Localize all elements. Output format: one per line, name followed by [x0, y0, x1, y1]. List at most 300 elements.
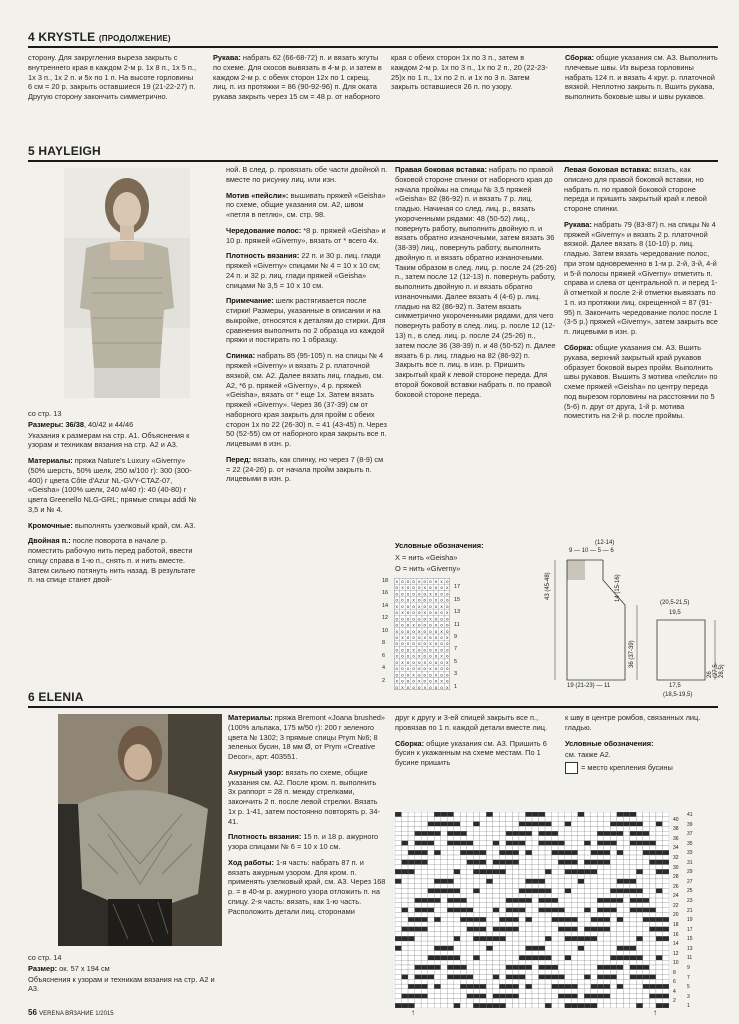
svg-text:o: o — [423, 604, 427, 610]
svg-text:o: o — [434, 611, 438, 617]
paragraph: выполнять узелковый край, см. А3. — [72, 520, 196, 530]
svg-text:o: o — [445, 642, 449, 648]
svg-text:o: o — [417, 586, 421, 592]
row-number: 31 — [687, 859, 693, 866]
svg-text:x: x — [445, 660, 449, 666]
paragraph: набрать 62 (66-68-72) п. и вязать жгуты по схеме. Для скосов вывязать в 4-м р. и затем в каждом 2-м р. с обеих сторон 12х по 1 скрещ. лиц. п. из протяжки = 86 (90-92-96) п. Для оката рукава закрыть через 15 см = 48 р. от наборного — [213, 53, 382, 102]
label: Рукава: — [564, 219, 592, 229]
dim-label: 19,5 — [669, 610, 681, 616]
svg-text:o: o — [423, 673, 427, 679]
svg-text:o: o — [417, 685, 421, 690]
svg-text:o: o — [417, 635, 421, 641]
svg-text:x: x — [434, 648, 438, 654]
caption-page: со стр. 14 — [28, 953, 62, 962]
svg-text:o: o — [440, 592, 443, 598]
svg-text:o: o — [417, 667, 421, 673]
svg-text:x: x — [406, 667, 410, 673]
row-number: 8 — [673, 969, 676, 976]
svg-text:o: o — [440, 598, 443, 604]
svg-text:o: o — [429, 579, 432, 585]
svg-text:o: o — [440, 648, 443, 654]
legend-o: О = нить «Giverny» — [395, 563, 461, 573]
svg-text:o: o — [417, 598, 421, 604]
paragraph: 22 п. и 30 р. лиц. глади пряжей «Giverny» спицами № 4 = 10 х 10 см; 24 п. и 32 р. лиц. глади пряжей «Geisha» спицами № 3,5 = 10 х 10 см. — [226, 251, 381, 290]
row-number: 5 — [687, 984, 690, 991]
svg-text:o: o — [434, 667, 438, 673]
krystle-col1 — [28, 53, 198, 108]
svg-text:x: x — [429, 667, 432, 673]
label: Примечание: — [226, 296, 274, 306]
svg-text:o: o — [423, 623, 427, 629]
svg-text:o: o — [406, 660, 410, 666]
row-number: 12 — [673, 950, 679, 957]
svg-text:o: o — [401, 679, 404, 685]
svg-text:o: o — [445, 654, 449, 660]
row-number: 16 — [673, 931, 679, 938]
legend-title: Условные обозначения: — [565, 738, 654, 748]
label: Мотив «пейсли»: — [226, 190, 289, 200]
svg-text:o: o — [429, 685, 432, 690]
svg-text:x: x — [412, 623, 415, 629]
section-title-hayleigh — [28, 144, 101, 158]
paragraph: Объяснения к узорам и техникам вязания на стр. А2 и А3. — [28, 974, 215, 994]
svg-text:o: o — [395, 642, 399, 648]
paragraph: общие указания см. А3. Выполнить плечевые швы. Из выреза горловины набрать 124 п. и вязать 4 круг. р. платочной вязкой. Неплотно закрыть п. Вшить рукава, выполнить боковые швы и швы рукавов. — [565, 53, 718, 102]
svg-text:o: o — [406, 648, 410, 654]
krystle-col4 — [565, 53, 718, 108]
svg-text:x: x — [423, 586, 427, 592]
divider — [28, 706, 718, 708]
svg-text:o: o — [440, 685, 443, 690]
row-number: 2 — [673, 998, 676, 1005]
row-number: 39 — [687, 821, 693, 828]
svg-text:x: x — [445, 611, 449, 617]
label: Материалы: — [28, 456, 73, 466]
svg-text:x: x — [440, 654, 443, 660]
row-number: 4 — [673, 988, 676, 995]
svg-text:o: o — [395, 667, 399, 673]
divider — [28, 160, 718, 162]
svg-text:o: o — [412, 611, 415, 617]
legend-sub: см. также А2. — [565, 750, 611, 760]
svg-text:o: o — [429, 629, 432, 635]
elenia-col3 — [395, 713, 555, 774]
svg-text:o: o — [445, 604, 449, 610]
svg-text:o: o — [401, 648, 404, 654]
svg-text:x: x — [434, 598, 438, 604]
label: Размер: — [28, 963, 58, 973]
svg-text:o: o — [406, 586, 410, 592]
svg-text:o: o — [434, 592, 438, 598]
footer — [28, 1008, 114, 1017]
model-photo — [64, 168, 190, 398]
svg-text:o: o — [429, 660, 432, 666]
svg-text:o: o — [406, 579, 410, 585]
svg-text:o: o — [440, 617, 443, 623]
svg-text:o: o — [434, 679, 438, 685]
section-title-elenia — [28, 690, 84, 704]
svg-text:x: x — [440, 679, 443, 685]
svg-text:x: x — [406, 642, 410, 648]
dim-label: 36 (37-39) — [629, 640, 635, 668]
svg-text:o: o — [423, 592, 427, 598]
svg-text:x: x — [429, 642, 432, 648]
svg-text:o: o — [429, 611, 432, 617]
svg-text:x: x — [406, 592, 410, 598]
svg-text:x: x — [417, 679, 421, 685]
paragraph: общие указания см. А3. Пришить 6 бусин к укажанным на схеме местам. По 1 бусине пришить — [395, 738, 547, 768]
paisley-chart — [382, 578, 470, 694]
row-number: 21 — [687, 907, 693, 914]
svg-text:o: o — [429, 648, 432, 654]
dim-label: 17,5 — [669, 683, 681, 689]
row-number: 8 — [382, 640, 386, 647]
svg-text:o: o — [406, 685, 410, 690]
row-number: 33 — [687, 850, 693, 857]
row-number: 20 — [673, 912, 679, 919]
svg-text:x: x — [417, 604, 421, 610]
row-number: 6 — [673, 979, 676, 986]
label: Сборка: — [565, 53, 595, 62]
svg-text:o: o — [406, 673, 410, 679]
svg-text:o: o — [395, 685, 399, 690]
svg-text:x: x — [440, 579, 443, 585]
svg-text:o: o — [406, 654, 410, 660]
svg-text:o: o — [395, 592, 399, 598]
svg-text:x: x — [417, 629, 421, 635]
svg-text:o: o — [412, 604, 415, 610]
row-number: 14 — [382, 602, 389, 609]
pattern-schematic — [545, 540, 725, 705]
paragraph: общие указания см. А3. Вшить рукава, верхний закрытый край рукавов образует боковой вырез пройм. Выполнить швы рукавов. Вышить 3 мотива «пейсли» по схеме пряжей «Geisha» по центру переда под вырезом горловины на расстоянии по 5 (5-6) п. друг от друга, 1-й р. мотива поместить на 2-й р. после проймы. — [564, 343, 718, 421]
svg-text:o: o — [406, 679, 410, 685]
row-number: 5 — [454, 658, 458, 665]
svg-text:o: o — [395, 648, 399, 654]
svg-text:o: o — [412, 660, 415, 666]
svg-text:x: x — [423, 660, 427, 666]
svg-text:o: o — [412, 667, 415, 673]
paragraph: края с обеих сторон 1х по 3 п., затем в каждом 2-м р. 1х по 3 п., 1х по 2 п., 20 (22-23-25)х по 1 п., 1х по 2 п. и 1х по 3 п. Затем закрыть оставшиеся 26 п. по узору. — [391, 53, 548, 92]
lace-chart — [395, 812, 725, 1017]
svg-text:o: o — [412, 679, 415, 685]
row-number: 6 — [382, 652, 386, 659]
dim-label: 43 (45-48) — [545, 572, 551, 600]
svg-text:o: o — [434, 586, 438, 592]
label: Спинка: — [226, 351, 256, 361]
svg-text:o: o — [429, 604, 432, 610]
paragraph: пряжа Nature's Luxury «Giverny» (50% шерсть, 50% шелк, 250 м/100 г): 300 (300-400) г цвета Côte d'Azur NL-GVY-CTAZ-07, «Geisha» (100% шелк, 240 м/40 г): 40 (40-80) г цвета Greenello NLG-GRL; прямые спицы addi № 3,5 и № 4. — [28, 456, 197, 514]
svg-text:o: o — [445, 617, 449, 623]
svg-text:o: o — [406, 598, 410, 604]
row-number: 32 — [673, 855, 679, 862]
dim-label: (20,5-21,5) — [660, 600, 690, 606]
row-number: 7 — [687, 974, 690, 981]
svg-text:o: o — [429, 654, 432, 660]
svg-text:o: o — [401, 673, 404, 679]
svg-text:x: x — [401, 635, 404, 641]
svg-text:o: o — [412, 685, 415, 690]
svg-text:o: o — [434, 579, 438, 585]
svg-text:o: o — [417, 611, 421, 617]
label: Плотность вязания: — [226, 251, 300, 261]
row-number: 40 — [673, 816, 679, 823]
svg-text:o: o — [445, 629, 449, 635]
row-number: 3 — [687, 993, 690, 1000]
text: ок. 57 х 194 см — [57, 963, 110, 973]
page-number: 56 — [28, 1008, 37, 1017]
svg-text:o: o — [406, 623, 410, 629]
paragraph: набрать 79 (83-87) п. на спицы № 4 пряжей «Giverny» и вязать 2 р. платочной вязкой. Далее вязать 8 (10-10) р. лиц. гладью. Затем вязать чередование полос, при этом одновременно в 1-м р. 2-й, 3-й, 4-й и 5-й полосы пряжей «Giverny» отметить п. справа и слева от центральной п. и перед 1-й отметкой и после 2-й отметки вывязать по 1 п. из протяжки лиц. скрещенной = 87 (91-95) п. Закончить чередование полос после 1 (3-5 р.) пряжей «Giverny», затем закрыть все п. лицевыми в изн. р. — [564, 219, 718, 337]
row-number: 24 — [673, 893, 679, 900]
hayleigh-col2 — [226, 165, 388, 490]
svg-text:o: o — [395, 623, 399, 629]
dim-label: 14 (15-16) — [615, 574, 621, 602]
hayleigh-col1 — [28, 409, 203, 591]
row-number: 11 — [454, 621, 460, 628]
svg-text:x: x — [395, 679, 399, 685]
krystle-col2 — [213, 53, 383, 108]
svg-text:o: o — [406, 635, 410, 641]
row-number: 35 — [687, 840, 693, 847]
row-number: 1 — [687, 1003, 690, 1010]
paragraph: 1-я часть: набрать 87 п. и вязать ажурным узором. Для кром. п. применять узелковый край, см. А3. Через 168 р. = в 40-м р. ажурного узора отложить п. на спицу. 2-я часть: вязать, как 1-ю часть. Расположить детали лиц. сторонами — [228, 857, 386, 916]
svg-text:o: o — [423, 629, 427, 635]
row-number: 12 — [382, 615, 389, 622]
svg-text:o: o — [401, 592, 404, 598]
row-number: 29 — [687, 869, 693, 876]
svg-text:o: o — [395, 660, 399, 666]
svg-text:o: o — [417, 648, 421, 654]
row-number: 4 — [382, 665, 386, 672]
section-title-krystle — [28, 30, 171, 44]
svg-text:o: o — [440, 623, 443, 629]
row-number: 34 — [673, 845, 679, 852]
svg-text:o: o — [434, 617, 438, 623]
row-number: 15 — [687, 936, 693, 943]
svg-text:o: o — [395, 673, 399, 679]
paragraph: 15 п. и 18 р. ажурного узора спицами № 6 = 10 х 10 см. — [228, 832, 379, 852]
text: , 40/42 и 44/46 — [83, 419, 134, 429]
paisley-grid — [394, 578, 450, 690]
svg-text:o: o — [395, 635, 399, 641]
elenia-col2 — [228, 713, 386, 923]
row-number: 1 — [454, 683, 458, 690]
svg-text:o: o — [401, 654, 404, 660]
row-number: 18 — [382, 578, 389, 584]
svg-text:x: x — [423, 611, 427, 617]
label: Чередование полос: — [226, 225, 302, 235]
row-number: 17 — [687, 926, 693, 933]
title-text: 6 ELENIA — [28, 690, 84, 704]
row-number: 15 — [454, 596, 461, 603]
caption-page: со стр. 13 — [28, 409, 62, 418]
svg-text:o: o — [401, 667, 404, 673]
row-number: 22 — [673, 902, 679, 909]
svg-text:x: x — [401, 611, 404, 617]
paragraph: вышивать пряжей «Geisha» по схеме, общие указания см. А2, швом «петля в петлю», см. стр. 98. — [226, 190, 386, 220]
row-number: 26 — [673, 883, 679, 890]
divider — [28, 46, 718, 48]
dim-label: 19 (21-23) — 11 — [567, 683, 611, 689]
svg-text:o: o — [434, 685, 438, 690]
svg-text:o: o — [423, 667, 427, 673]
svg-text:o: o — [406, 604, 410, 610]
svg-text:o: o — [412, 654, 415, 660]
svg-text:o: o — [440, 660, 443, 666]
paragraph: набрать 85 (95-105) п. на спицы № 4 пряжей «Giverny» и вязать 2 р. платочной вязкой, см. А2. Далее вязать лиц. гладью, см. А2, *6 р. пряжей «Giverny», 4 р. пряжей «Geisha», вязать от * еще 1х. Затем вязать пряжей «Giverny». Через 36 (37-39) см от наборного края закрыть для пройм с обеих сторон 1х по 22 (26-30) п. = 41 (43-45) п. Через 50 (52-55) см от наборного края закрыть все п. лицевыми в изн. р. — [226, 351, 387, 449]
svg-text:o: o — [429, 623, 432, 629]
row-number: 9 — [454, 634, 458, 640]
label: Сборка: — [395, 738, 425, 748]
svg-text:o: o — [423, 579, 427, 585]
paragraph: *8 р. пряжей «Geisha» и 10 р. пряжей «Giverny», вязать от * всего 4х. — [226, 225, 386, 245]
arrow-up-icon: ↑ — [411, 1008, 415, 1017]
paragraph: вязать по схеме, общие указания см. А2. После кром. п. выполнить 3х раппорт = 28 п. между стрелками, закончить 2 п. после левой стрелки. Вязать 1х р. 1-41, затем постоянно повторять р. 34-41. — [228, 767, 380, 826]
row-number: 13 — [687, 945, 693, 952]
svg-text:o: o — [423, 654, 427, 660]
paragraph: Указания к размерам на стр. А1. Объяснения к узорам и техникам вязания на стр. А2 и А3. — [28, 430, 190, 450]
svg-text:x: x — [395, 604, 399, 610]
paragraph: пряжа Bremont «Joana brushed» (100% альпака, 175 м/50 г): 200 г зеленого цвета № 1302; 3 прямые спицы Prym №6; 8 зеленых бусин, 18 мм Ø, от Prym «Creative Decor», арт. 403551. — [228, 713, 386, 762]
svg-text:o: o — [417, 660, 421, 666]
elenia-col1 — [28, 953, 218, 1000]
svg-text:x: x — [417, 579, 421, 585]
svg-text:o: o — [406, 611, 410, 617]
row-number: 11 — [687, 955, 693, 962]
svg-text:o: o — [395, 611, 399, 617]
svg-text:x: x — [401, 586, 404, 592]
svg-text:o: o — [401, 623, 404, 629]
hayleigh-col4 — [564, 165, 720, 427]
svg-text:x: x — [395, 654, 399, 660]
svg-text:o: o — [401, 629, 404, 635]
row-number: 23 — [687, 898, 693, 905]
svg-text:o: o — [401, 579, 404, 585]
svg-text:o: o — [401, 598, 404, 604]
hayleigh-col3 — [395, 165, 557, 405]
svg-text:x: x — [412, 648, 415, 654]
svg-text:o: o — [417, 592, 421, 598]
svg-text:o: o — [445, 623, 449, 629]
title-text: 4 KRYSTLE — [28, 30, 96, 44]
row-number: 38 — [673, 826, 679, 833]
svg-text:o: o — [445, 592, 449, 598]
svg-text:o: o — [429, 673, 432, 679]
svg-text:o: o — [429, 635, 432, 641]
row-number: 18 — [673, 921, 679, 928]
svg-text:o: o — [401, 642, 404, 648]
row-number: 10 — [382, 627, 389, 634]
svg-text:o: o — [412, 642, 415, 648]
paragraph: к шву в центре ромбов, связанных лиц. гладью. — [565, 713, 701, 732]
row-number: 25 — [687, 888, 693, 895]
svg-text:o: o — [417, 673, 421, 679]
row-number: 17 — [454, 584, 461, 591]
legend-title: Условные обозначения: — [395, 541, 484, 550]
label: Материалы: — [228, 713, 273, 722]
svg-text:o: o — [445, 598, 449, 604]
svg-text:o: o — [445, 673, 449, 679]
svg-text:x: x — [395, 629, 399, 635]
dim-label: 26 (27,5-28,5) — [707, 662, 725, 678]
svg-text:o: o — [445, 679, 449, 685]
svg-text:o: o — [445, 648, 449, 654]
svg-text:o: o — [440, 642, 443, 648]
label: Правая боковая вставка: — [395, 165, 487, 174]
dim-label: (12-14) — [595, 540, 615, 546]
svg-text:x: x — [423, 635, 427, 641]
svg-text:x: x — [417, 654, 421, 660]
svg-text:x: x — [445, 685, 449, 690]
svg-text:x: x — [395, 579, 399, 585]
label: Двойная п.: — [28, 536, 71, 546]
svg-text:o: o — [395, 598, 399, 604]
svg-text:x: x — [445, 586, 449, 592]
svg-text:o: o — [423, 617, 427, 623]
svg-text:o: o — [423, 648, 427, 654]
magazine-name: VERENA ВЯЗАНИЕ 1/2015 — [39, 1011, 114, 1017]
svg-text:x: x — [423, 685, 427, 690]
dim-label: (18,5-19,5) — [663, 692, 693, 698]
svg-text:o: o — [440, 611, 443, 617]
svg-text:o: o — [401, 617, 404, 623]
svg-text:o: o — [434, 629, 438, 635]
label: Рукава: — [213, 53, 241, 62]
svg-text:x: x — [434, 623, 438, 629]
svg-text:o: o — [434, 635, 438, 641]
svg-text:o: o — [434, 654, 438, 660]
svg-text:x: x — [429, 617, 432, 623]
subtitle-text: (ПРОДОЛЖЕНИЕ) — [98, 34, 171, 43]
svg-text:o: o — [423, 679, 427, 685]
svg-text:o: o — [440, 667, 443, 673]
svg-text:o: o — [445, 579, 449, 585]
legend-x: Х = нить «Geisha» — [395, 552, 458, 562]
svg-text:x: x — [440, 604, 443, 610]
svg-text:x: x — [434, 673, 438, 679]
svg-text:o: o — [412, 592, 415, 598]
row-number: 27 — [687, 878, 693, 885]
lace-grid — [395, 812, 669, 1008]
row-number: 2 — [382, 677, 386, 684]
svg-text:o: o — [401, 604, 404, 610]
svg-text:x: x — [429, 592, 432, 598]
paragraph: после поворота в начале р. поместить рабочую нить перед работой, ввести спицу справа в 1-ю п., снять п. и нить вместе. Затем сильно потянуть нить назад. В результате п. на спице станет двой- — [28, 536, 196, 585]
svg-text:o: o — [440, 635, 443, 641]
paragraph: друг к другу и 3-ей спицей закрыть все п., провязав по 1 п. каждой детали вместе лиц. — [395, 713, 548, 732]
label: Ход работы: — [228, 857, 274, 867]
svg-text:o: o — [434, 642, 438, 648]
label: Левая боковая вставка: — [564, 165, 652, 174]
paragraph: ной. В след. р. провязать обе части двойной п. вместе по рисунку лиц. или изн. — [226, 165, 388, 184]
svg-text:x: x — [401, 660, 404, 666]
label: Размеры: 36/38 — [28, 419, 84, 429]
svg-text:o: o — [417, 623, 421, 629]
row-number: 19 — [687, 917, 693, 924]
svg-text:x: x — [412, 598, 415, 604]
paragraph: вязать, как описано для правой боковой вставки, но набрать п. по правой боковой стороне переда и пришить закрытый край к левой стороне спинки. — [564, 165, 707, 214]
row-number: 30 — [673, 864, 679, 871]
row-number: 7 — [454, 646, 458, 653]
bead-symbol-icon — [565, 762, 578, 774]
krystle-col3 — [391, 53, 551, 98]
paragraph: вязать, как спинку, но через 7 (8-9) см = 22 (24-26) р. от начала пройм закрыть п. лицевыми в изн. р. — [226, 454, 384, 484]
svg-text:o: o — [434, 604, 438, 610]
label: Ажурный узор: — [228, 767, 284, 777]
paragraph: набрать по правой боковой стороне спинки от наборного края до начала проймы на спицы № 3,5 пряжей «Geisha» 82 (86-92) п. и вязать 7 р. лиц. гладью. Начиная со след. лиц. р., вязать укороченными рядами: 48 (50-52) лиц., повернуть работу, выполнить двойную п. и вязать обратно изнаночными, затем вязать 36 (38-39) лиц., повернуть работу, выполнить двойную п. и вязать обратно изнаночными. Таким образом в след. лиц. р. после 24 (25-26) п., затем после 12 (12-13) п. повернуть работу, выполнить двойную п. и вязать обратно изнаночными. Далее вязать 4 (4-6) р. лиц. гладью на 82 (86-92) п. Затем вязать симметрично укороченными рядами, для чего повернуть работу в след. лиц. р. после 12 (12-13) п., в след. лиц. р. после 24 (25-26) п., затем после 36 (38-39) п. и 48 (50-52) п. Далее вязать 6 р. лиц. гладью на 82 (86-92) п. Закрыть все п. лиц. в изн. р. Пришить закрытый край к левой стороне переда. Для второй боковой вставки набрать п. по правой боковой стороне переда. — [395, 165, 557, 399]
svg-text:o: o — [423, 642, 427, 648]
label: Кромочные: — [28, 520, 73, 530]
